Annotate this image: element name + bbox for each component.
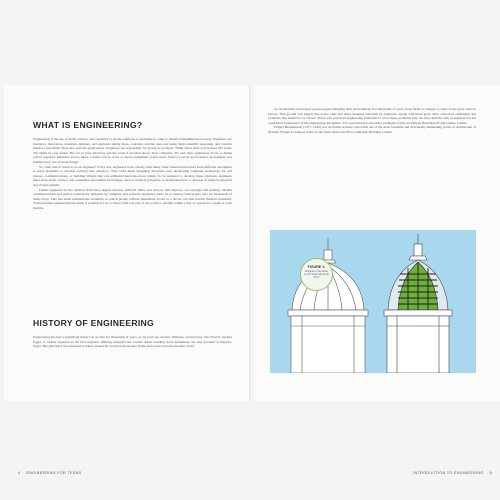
paragraph: So, what does it mean to be an engineer? Every day, engineers work closely with many other talented innovators from different disciplines to solve problems or develop exciting new advances. This could mean designing driverless cars, developing computer technology for cell phones, communications, or building bridges that can withstand hurricane-force winds. To be prepared to develop these solutions, engineers must learn math, science, and sometimes specialized knowledge, such as medical principles to understand how to develop or improve physical and virtual systems. bbox=[33, 164, 232, 187]
figure-label: FIGURE 1: bbox=[307, 265, 326, 269]
paragraph: Filippo Brunelleschi (1377–1446) was an Italian architect who built one of the most beautiful and structurally demanding works of architecture of all time: Florence's famous dome on the Santa Maria del Fiore cathedral. Building a dome bbox=[268, 125, 476, 134]
left-page bbox=[4, 85, 250, 475]
paragraph: Engineering has had a significant impact on society for thousands of years, so its roots are ancient. Imhotep, an innovator who lived in ancient Egypt, is widely regarded as the first engineer. Imhotep designed the world's oldest standing stone monument, the step pyramid at Saqqara, Egypt. His principles have inspired workers around the world, from ancient Rome and Greece into the modern world. bbox=[33, 335, 232, 349]
body-text-what-is-engineering bbox=[33, 137, 232, 211]
running-head: INTRODUCTION TO ENGINEERING bbox=[413, 471, 484, 475]
heading-history-of-engineering: HISTORY OF ENGINEERING bbox=[33, 318, 155, 328]
dome-diagram bbox=[270, 230, 476, 373]
left-folio bbox=[18, 471, 81, 475]
page-number: 5 bbox=[489, 471, 492, 475]
figure-dome-illustration bbox=[270, 230, 476, 373]
right-folio bbox=[413, 471, 492, 475]
paragraph: As civilizations developed, people began reshaping their environment. For thousands of years, from farms to villages to some of the great cities in history. This growth was largely due to the trade and ships designed and built by engineers. Along with these great cities came new challenges and problems that needed to be solved. Those who practiced engineering principles to solve these problems may not have held the title of engineer but are considered forerunners of the engineering disciplines. Two particularly noteworthy examples of this are Filippo Brunelleschi and Galileo Galilei. bbox=[268, 107, 476, 125]
paragraph: Unlike engineers in the medical field have helped develop artificial limbs and devices that improve our eyesight and hearing. Mobile communications and global connectivity designed by computer and software engineers allow us to interact with people who are thousands of miles away. This has made telemedicine available, in which people without immediate access to a doctor can still receive medical treatment. Transportation engineering has made it possible for us to travel from one part of the world to another within a day as opposed to weeks or even months. bbox=[33, 187, 232, 210]
figure-caption: Diagram of the dome on the Santa Maria del Fiore bbox=[304, 270, 329, 280]
running-head: ENGINEERING FOR TEENS bbox=[26, 471, 82, 475]
paragraph: Engineering is the use of math, science, and creativity to devise solutions to problems in order to benefit humankind and society. Engineers are inventors, innovators, scientists, builders, and explorers taking ideas, concepts, and the ones and using them scientific reasoning, and creative minds to turn them. Ideas into real life applications. Engineers are responsible for giving us so much. Think about what you've used this week: The lights in your home. The car in your driveway and the roads it traveled down. Your computer, TV, and other appliances. Food or drinks you've ingested. Medicine you've taken. Clothes you've worn or sports equipment you've used. There's a pretty good chance an engineer was behind every one of those things. bbox=[33, 137, 232, 164]
dome-brick-pattern bbox=[384, 234, 452, 373]
figure-caption-badge bbox=[300, 258, 333, 291]
page-number: 4 bbox=[18, 471, 21, 475]
dome-outline bbox=[288, 238, 368, 373]
book-gutter bbox=[249, 85, 251, 401]
body-text-history bbox=[33, 335, 232, 349]
body-text-civilizations bbox=[268, 107, 476, 135]
heading-what-is-engineering: WHAT IS ENGINEERING? bbox=[33, 120, 143, 130]
